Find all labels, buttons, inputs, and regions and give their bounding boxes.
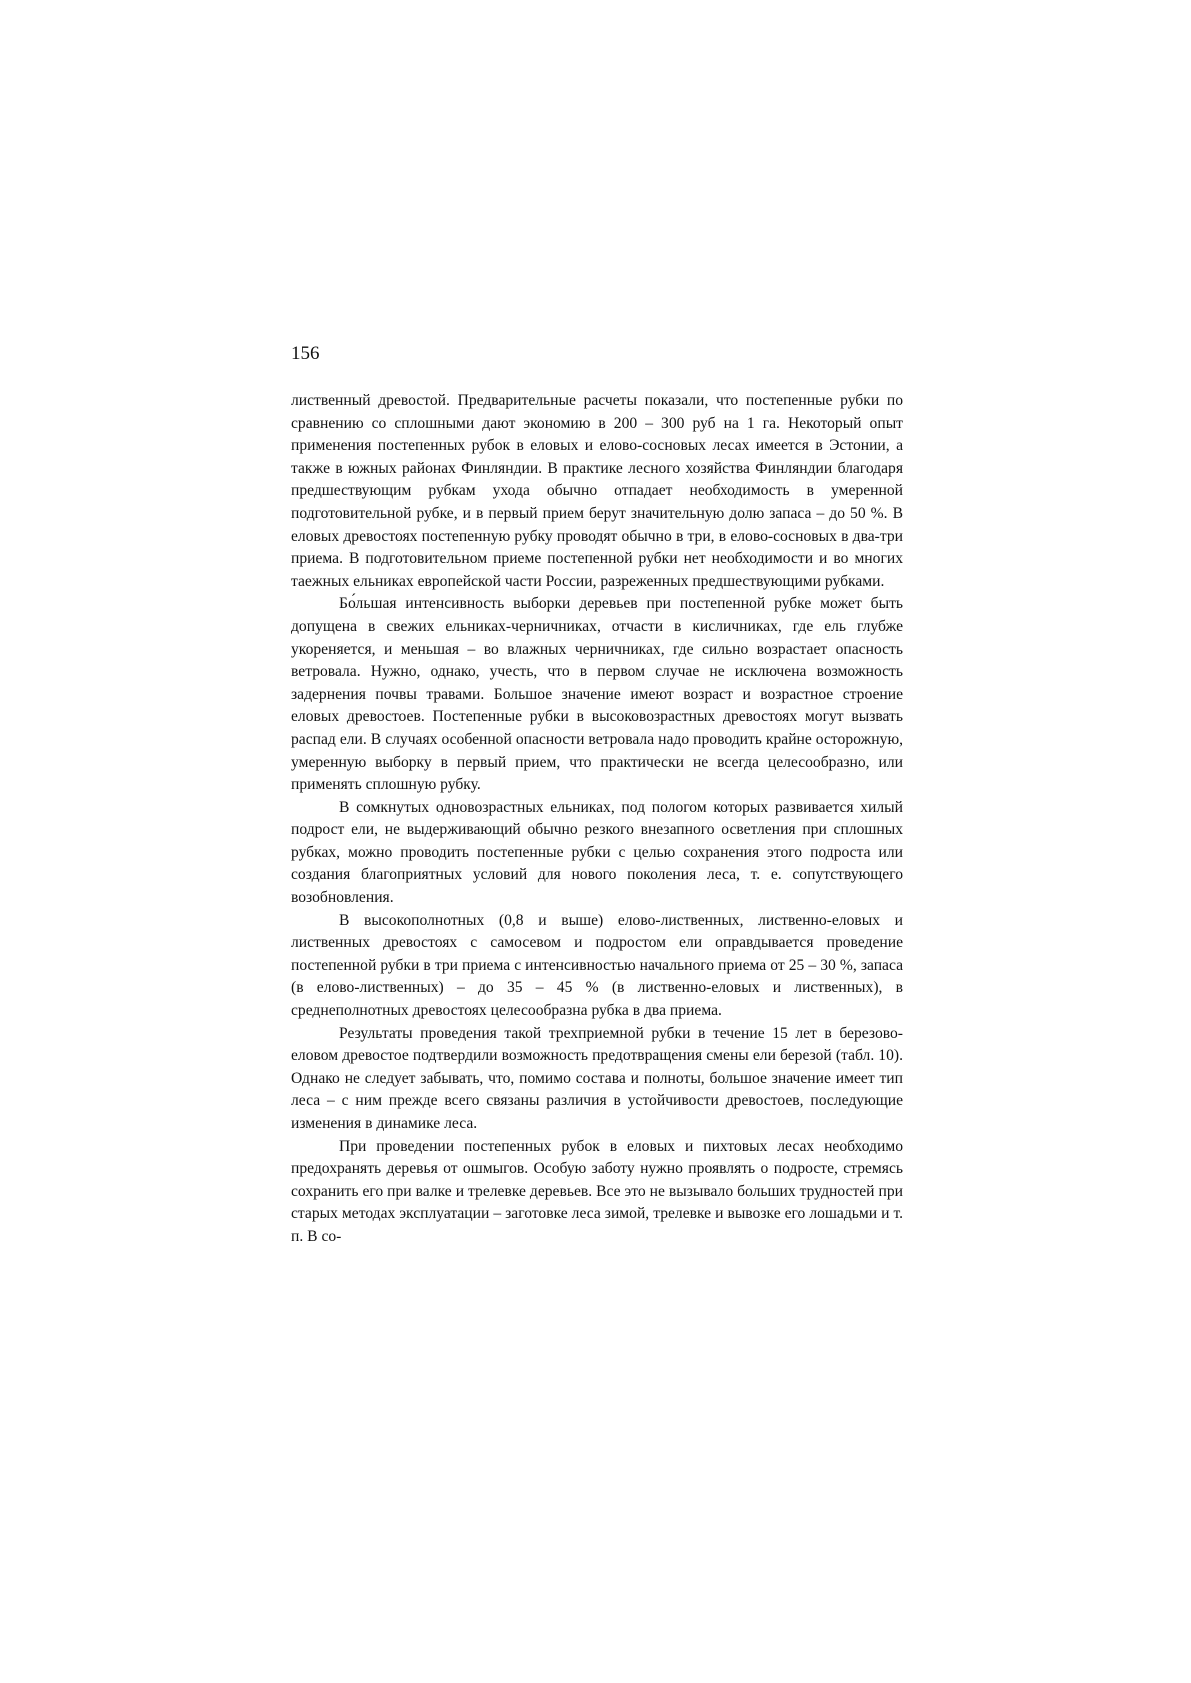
page-number: 156 [291, 343, 320, 364]
paragraph-1: лиственный древостой. Предварительные расчеты показали, что постепенные рубки по сравнению со сплошными дают экономию в 200 – 300 руб на 1 га. Некоторый опыт применения постепенных рубок в еловых и елово-сосновых лесах имеется в Эстонии, а также в южных районах Финляндии. В практике лесного хозяйства Финляндии благодаря предшествующим рубкам ухода обычно отпадает необходимость в умеренной подготовительной рубке, и в первый прием берут значительную долю запаса – до 50 %. В еловых древостоях постепенную рубку проводят обычно в три, в елово-сосновых в два-три приема. В подготовительном приеме постепенной рубки нет необходимости и во многих таежных ельниках европейской части России, разреженных предшествующими рубками. [291, 392, 903, 590]
paragraph-4: В высокополнотных (0,8 и выше) елово-лиственных, лиственно-еловых и лиственных древостоях с самосевом и подростом ели оправдывается проведение постепенной рубки в три приема с интенсивностью начального приема от 25 – 30 %, запаса (в елово-лиственных) – до 35 – 45 % (в лиственно-еловых и лиственных), в среднеполнотных древостоях целесообразна рубка в два приема. [291, 911, 903, 1020]
paragraph-3: В сомкнутых одновозрастных ельниках, под пологом которых развивается хилый подрост ели, не выдерживающий обычно резкого внезапного осветления при сплошных рубках, можно проводить постепенные рубки с целью сохранения этого подроста или создания благоприятных условий для нового поколения леса, т. е. сопутствующего возобновления. [291, 798, 903, 907]
paragraph-6: При проведении постепенных рубок в еловых и пихтовых лесах необходимо предохранять деревья от ошмыгов. Особую заботу нужно проявлять о подросте, стремясь сохранить его при валке и трелевке деревьев. Все это не вызывало больших трудностей при старых методах эксплуатации – заготовке леса зимой, трелевке и вывозке его лошадьми и т. п. В со- [291, 1137, 903, 1245]
paragraph-5: Результаты проведения такой трехприемной рубки в течение 15 лет в березово-еловом древостое подтвердили возможность предотвращения смены ели березой (табл. 10). Однако не следует забывать, что, помимо состава и полноты, большое значение имеет тип леса – с ним прежде всего связаны различия в устойчивости древостоев, последующие изменения в динамике леса. [291, 1024, 903, 1132]
body-text [291, 390, 903, 1249]
paragraph-2: Бо́льшая интенсивность выборки деревьев при постепенной рубке может быть допущена в свежих ельниках-черничниках, отчасти в кисличниках, где ель глубже укореняется, и меньшая – во влажных черничниках, где сильно возрастает опасность ветровала. Нужно, однако, учесть, что в первом случае не исключена возможность задернения почвы травами. Большое значение имеют возраст и возрастное строение еловых древостоев. Постепенные рубки в высоковозрастных древостоях могут вызвать распад ели. В случаях особенной опасности ветровала надо проводить крайне осторожную, умеренную выборку в первый прием, что практически не всегда целесообразно, или применять сплошную рубку. [291, 595, 903, 794]
